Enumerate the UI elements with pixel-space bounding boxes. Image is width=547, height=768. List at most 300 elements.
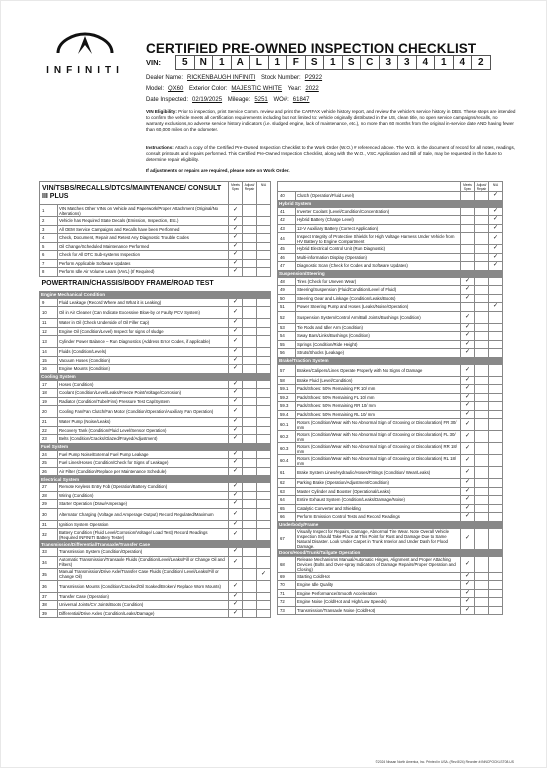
na-check[interactable] — [257, 508, 271, 520]
meets-spec-check[interactable]: ✓ — [229, 242, 243, 251]
adjust-repair-check[interactable] — [243, 298, 257, 307]
section-row — [278, 549, 503, 556]
item-description: Parking Brake (Operation/Adjustment/Condition) — [296, 479, 461, 488]
adjust-repair-check[interactable] — [475, 323, 489, 332]
meets-spec-check[interactable]: ✓ — [461, 402, 475, 411]
meets-spec-check[interactable]: ✓ — [461, 419, 475, 431]
repairs-note: If adjustments or repairs are required, please note on Work Order. — [146, 168, 290, 173]
meets-spec-check[interactable]: ✓ — [229, 234, 243, 243]
na-check[interactable] — [257, 397, 271, 406]
inspection-line — [146, 97, 313, 103]
meets-spec-check[interactable]: ✓ — [461, 479, 475, 488]
meets-spec-check[interactable]: ✓ — [229, 491, 243, 500]
na-check[interactable] — [257, 406, 271, 418]
na-check[interactable] — [257, 348, 271, 357]
na-check[interactable] — [489, 556, 503, 572]
na-check[interactable] — [257, 609, 271, 618]
na-check[interactable] — [489, 286, 503, 295]
adjust-repair-check[interactable] — [243, 426, 257, 435]
na-check[interactable]: ✓ — [257, 568, 271, 580]
na-check[interactable] — [257, 556, 271, 568]
meets-spec-check[interactable]: ✓ — [229, 365, 243, 374]
adjust-repair-check[interactable] — [475, 233, 489, 245]
adjust-repair-check[interactable] — [475, 286, 489, 295]
adjust-repair-check[interactable] — [475, 487, 489, 496]
vin-char-box: N — [194, 55, 214, 70]
na-check[interactable] — [257, 592, 271, 601]
meets-spec-check[interactable]: ✓ — [461, 376, 475, 385]
adjust-repair-check[interactable] — [475, 262, 489, 271]
item-description: Brake System Lines/Hydraulic/Hoses/Fittings (Condition/ Wear/Leaks) — [296, 467, 461, 479]
checklist-row — [278, 277, 503, 286]
na-check[interactable] — [257, 225, 271, 234]
na-check[interactable]: ✓ — [489, 262, 503, 271]
meets-spec-check[interactable]: ✓ — [229, 327, 243, 336]
na-check[interactable] — [489, 606, 503, 615]
checklist-row — [278, 598, 503, 607]
item-number: 20 — [40, 406, 58, 418]
adjust-repair-check[interactable] — [475, 216, 489, 225]
adjust-repair-check[interactable] — [475, 504, 489, 513]
meets-spec-check[interactable]: ✓ — [229, 298, 243, 307]
checklist-row — [278, 393, 503, 402]
meets-spec-check[interactable]: ✓ — [461, 556, 475, 572]
adjust-repair-check[interactable] — [475, 443, 489, 455]
na-check[interactable] — [257, 483, 271, 492]
adjust-repair-check[interactable] — [475, 513, 489, 522]
item-number: 18 — [40, 389, 58, 398]
na-check[interactable] — [489, 323, 503, 332]
meets-spec-check[interactable]: ✓ — [461, 513, 475, 522]
meets-spec-check[interactable]: ✓ — [229, 217, 243, 226]
adjust-repair-check[interactable] — [243, 348, 257, 357]
adjust-repair-check[interactable] — [475, 455, 489, 467]
meets-spec-check[interactable]: ✓ — [461, 294, 475, 303]
adjust-repair-check[interactable] — [243, 548, 257, 557]
item-number: 62 — [278, 479, 296, 488]
na-check[interactable] — [257, 327, 271, 336]
item-description: Transmission/Transaxle Noise (Cold/Hot) — [296, 606, 461, 615]
na-check[interactable] — [257, 389, 271, 398]
adjust-repair-check[interactable] — [475, 364, 489, 376]
na-check[interactable] — [489, 294, 503, 303]
meets-spec-check[interactable]: ✓ — [229, 307, 243, 319]
meets-spec-check[interactable]: ✓ — [461, 467, 475, 479]
item-description: Hybrid Battery (Charge Level) — [296, 216, 461, 225]
meets-spec-check[interactable]: ✓ — [229, 380, 243, 389]
meets-spec-check[interactable]: ✓ — [229, 500, 243, 509]
meets-spec-check[interactable]: ✓ — [461, 455, 475, 467]
na-check[interactable] — [257, 520, 271, 529]
adjust-repair-check[interactable] — [475, 479, 489, 488]
meets-spec-check[interactable]: ✓ — [229, 251, 243, 260]
na-check[interactable] — [489, 479, 503, 488]
na-check[interactable] — [257, 217, 271, 226]
adjust-repair-check[interactable] — [243, 435, 257, 444]
na-check[interactable] — [257, 467, 271, 476]
adjust-repair-check[interactable] — [475, 431, 489, 443]
checklist-row — [278, 528, 503, 549]
na-check[interactable] — [489, 311, 503, 323]
meets-spec-check[interactable]: ✓ — [229, 508, 243, 520]
vin-char-box: 1 — [434, 55, 454, 70]
adjust-repair-check[interactable] — [243, 459, 257, 468]
meets-spec-check[interactable] — [461, 207, 475, 216]
checklist-row — [278, 487, 503, 496]
vin-boxes — [175, 55, 490, 70]
adjust-repair-check[interactable] — [243, 601, 257, 610]
na-check[interactable] — [257, 435, 271, 444]
item-number: 27 — [40, 483, 58, 492]
vin-char-box: 3 — [397, 55, 417, 70]
na-check[interactable] — [489, 581, 503, 590]
meets-spec-check[interactable]: ✓ — [229, 268, 243, 277]
meets-spec-check[interactable]: ✓ — [461, 581, 475, 590]
adjust-repair-check[interactable] — [243, 406, 257, 418]
adjust-repair-check[interactable] — [475, 311, 489, 323]
na-check[interactable] — [489, 589, 503, 598]
item-description: Suspension System/Control Arm/Ball Joints/Bushings (Condition) — [296, 311, 461, 323]
meets-spec-check[interactable] — [461, 233, 475, 245]
na-check[interactable] — [489, 410, 503, 419]
item-number: 33 — [40, 548, 58, 557]
item-number: 71 — [278, 589, 296, 598]
meets-spec-check[interactable]: ✓ — [461, 286, 475, 295]
adjust-repair-check[interactable] — [475, 207, 489, 216]
left-checklist-table — [39, 181, 271, 618]
meets-spec-check[interactable]: ✓ — [229, 356, 243, 365]
meets-spec-check[interactable]: ✓ — [229, 418, 243, 427]
adjust-repair-check[interactable] — [243, 356, 257, 365]
adjust-repair-check[interactable] — [243, 336, 257, 348]
na-check[interactable] — [257, 298, 271, 307]
na-check[interactable] — [489, 431, 503, 443]
adjust-repair-check[interactable] — [243, 467, 257, 476]
na-check[interactable] — [489, 513, 503, 522]
na-check[interactable] — [257, 259, 271, 268]
meets-spec-check[interactable] — [461, 253, 475, 262]
meets-spec-check[interactable]: ✓ — [229, 548, 243, 557]
page-title: CERTIFIED PRE-OWNED INSPECTION CHECKLIST — [146, 41, 477, 56]
vin-char-box: 1 — [268, 55, 288, 70]
na-check[interactable] — [257, 365, 271, 374]
checklist-row — [278, 496, 503, 505]
item-number: 22 — [40, 426, 58, 435]
right-checklist-column — [277, 181, 503, 615]
right-checklist-table — [277, 181, 503, 615]
adjust-repair-check[interactable] — [243, 580, 257, 592]
meets-spec-check[interactable]: ✓ — [461, 349, 475, 358]
na-check[interactable] — [489, 467, 503, 479]
na-check[interactable] — [257, 580, 271, 592]
meets-spec-check[interactable]: ✓ — [229, 580, 243, 592]
na-check[interactable]: ✓ — [489, 253, 503, 262]
meets-spec-check[interactable]: ✓ — [229, 205, 243, 217]
na-check[interactable] — [489, 340, 503, 349]
meets-spec-check[interactable]: ✓ — [461, 277, 475, 286]
meets-spec-check[interactable]: ✓ — [229, 450, 243, 459]
adjust-repair-check[interactable] — [243, 397, 257, 406]
adjust-repair-check[interactable] — [475, 332, 489, 341]
meets-spec-check[interactable]: ✓ — [461, 606, 475, 615]
adjust-repair-check[interactable] — [475, 589, 489, 598]
section-row — [40, 373, 271, 380]
na-check[interactable]: ✓ — [489, 216, 503, 225]
na-check[interactable] — [257, 529, 271, 541]
na-check[interactable] — [257, 234, 271, 243]
item-number: 17 — [40, 380, 58, 389]
item-number: 56 — [278, 349, 296, 358]
na-check[interactable]: ✓ — [489, 245, 503, 254]
checklist-row — [40, 406, 271, 418]
meets-spec-check[interactable]: ✓ — [229, 336, 243, 348]
meets-spec-check[interactable]: ✓ — [461, 323, 475, 332]
na-check[interactable]: ✓ — [489, 192, 503, 201]
meets-spec-check[interactable]: ✓ — [461, 393, 475, 402]
adjust-repair-header: Adjust/ Repair — [475, 182, 489, 192]
na-check[interactable] — [489, 402, 503, 411]
meets-spec-check[interactable]: ✓ — [461, 340, 475, 349]
adjust-repair-check[interactable] — [475, 277, 489, 286]
na-check[interactable] — [489, 332, 503, 341]
meets-spec-check[interactable]: ✓ — [229, 467, 243, 476]
adjust-repair-check[interactable] — [243, 508, 257, 520]
checklist-row — [40, 397, 271, 406]
vin-label: VIN: — [146, 58, 161, 67]
na-check[interactable] — [257, 205, 271, 217]
adjust-repair-check[interactable] — [475, 556, 489, 572]
na-check[interactable] — [257, 491, 271, 500]
meets-spec-check[interactable]: ✓ — [229, 601, 243, 610]
na-check[interactable] — [489, 277, 503, 286]
item-number: 69 — [278, 572, 296, 581]
meets-spec-check[interactable]: ✓ — [461, 487, 475, 496]
adjust-repair-check[interactable] — [475, 385, 489, 394]
checklist-row — [278, 207, 503, 216]
na-check[interactable] — [489, 572, 503, 581]
na-check[interactable] — [489, 364, 503, 376]
meets-spec-check[interactable]: ✓ — [461, 410, 475, 419]
checklist-row — [278, 443, 503, 455]
na-check[interactable] — [257, 500, 271, 509]
item-description: Visually Inspect for Repairs, Damage, Abnormal Tire Wear. Note Overall Vehicle Inspection Should Take Place at This Point for Rust and Damage Due to Same Natural Disaster. Look Under Carpet in Trunk Interior and Under Dash for Flood Damage. — [296, 528, 461, 549]
meets-spec-check[interactable]: ✓ — [229, 426, 243, 435]
meets-spec-check[interactable]: ✓ — [461, 528, 475, 549]
item-description: Air Filter (Condition/Replace per Maintenance Schedule) — [58, 467, 229, 476]
adjust-repair-check[interactable] — [475, 581, 489, 590]
na-check[interactable]: ✓ — [489, 303, 503, 312]
item-number: 34 — [40, 556, 58, 568]
meets-spec-check[interactable]: ✓ — [461, 311, 475, 323]
item-number: 60.3 — [278, 443, 296, 455]
meets-spec-check[interactable]: ✓ — [461, 504, 475, 513]
na-check[interactable] — [489, 385, 503, 394]
adjust-repair-check[interactable] — [243, 380, 257, 389]
dealer-label: Dealer Name: — [146, 75, 184, 81]
item-description: Perform Applicable Software Updates — [58, 259, 229, 268]
adjust-repair-check[interactable] — [243, 234, 257, 243]
meets-spec-check[interactable]: ✓ — [229, 556, 243, 568]
na-check[interactable] — [489, 455, 503, 467]
adjust-repair-check[interactable] — [475, 294, 489, 303]
item-number: 66 — [278, 513, 296, 522]
meets-spec-check[interactable]: ✓ — [461, 364, 475, 376]
meets-spec-check[interactable]: ✓ — [461, 496, 475, 505]
adjust-repair-check[interactable] — [243, 491, 257, 500]
adjust-repair-check[interactable] — [475, 376, 489, 385]
checklist-row — [278, 589, 503, 598]
adjust-repair-check[interactable] — [243, 450, 257, 459]
na-check[interactable] — [257, 380, 271, 389]
section-row — [40, 291, 271, 298]
na-check[interactable]: ✓ — [489, 233, 503, 245]
meets-spec-check[interactable] — [461, 245, 475, 254]
na-check[interactable] — [489, 349, 503, 358]
item-description: Vacuum Hoses (Condition) — [58, 356, 229, 365]
meets-spec-check[interactable]: ✓ — [461, 589, 475, 598]
item-description: Catalytic Converter and Shielding — [296, 504, 461, 513]
adjust-repair-check[interactable] — [243, 205, 257, 217]
adjust-repair-check[interactable] — [243, 268, 257, 277]
meets-spec-check[interactable]: ✓ — [229, 259, 243, 268]
adjust-repair-check[interactable] — [475, 410, 489, 419]
instructions-text: Attach a copy of the Certified Pre-Owned Inspection Checklist to the Work Order (W.O.) # referenced above. The W.O. is the document of record for all notes, readings, consult printouts and repairs performed. This Certified Pre-Owned Inspection Checklist, along with the W.O., VSC Application and Bill of Sale, may be requested in the future to determine repair eligibility. — [146, 145, 516, 162]
item-number: 1 — [40, 205, 58, 217]
adjust-repair-check[interactable] — [243, 418, 257, 427]
meets-spec-check[interactable]: ✓ — [229, 609, 243, 618]
meets-spec-check[interactable]: ✓ — [229, 459, 243, 468]
checklist-row — [40, 450, 271, 459]
adjust-repair-check[interactable] — [243, 327, 257, 336]
na-check[interactable] — [257, 307, 271, 319]
na-check[interactable] — [489, 443, 503, 455]
item-number: 55 — [278, 340, 296, 349]
adjust-repair-check[interactable] — [243, 568, 257, 580]
item-description: Vehicle has Required State Decals (Emission, Inspection, Etc.) — [58, 217, 229, 226]
adjust-repair-check[interactable] — [243, 307, 257, 319]
na-check[interactable] — [489, 496, 503, 505]
meets-spec-check[interactable]: ✓ — [461, 598, 475, 607]
adjust-repair-check[interactable] — [243, 520, 257, 529]
adjust-repair-check[interactable] — [243, 259, 257, 268]
na-check[interactable] — [257, 459, 271, 468]
meets-spec-check[interactable] — [461, 262, 475, 271]
meets-spec-check[interactable] — [229, 568, 243, 580]
meets-spec-check[interactable]: ✓ — [229, 592, 243, 601]
na-check[interactable] — [257, 319, 271, 328]
meets-spec-check[interactable]: ✓ — [461, 385, 475, 394]
adjust-repair-check[interactable] — [475, 528, 489, 549]
meets-spec-check[interactable]: ✓ — [229, 435, 243, 444]
na-check[interactable] — [257, 251, 271, 260]
checklist-row — [40, 298, 271, 307]
adjust-repair-check[interactable] — [475, 598, 489, 607]
adjust-repair-check[interactable] — [243, 319, 257, 328]
na-check[interactable] — [257, 242, 271, 251]
na-check[interactable] — [489, 419, 503, 431]
adjust-repair-check[interactable] — [243, 500, 257, 509]
adjust-repair-check[interactable] — [243, 251, 257, 260]
adjust-repair-check[interactable] — [475, 224, 489, 233]
na-check[interactable] — [257, 336, 271, 348]
na-check[interactable] — [257, 426, 271, 435]
adjust-repair-check[interactable] — [243, 609, 257, 618]
meets-spec-check[interactable]: ✓ — [461, 431, 475, 443]
meets-spec-check[interactable]: ✓ — [229, 389, 243, 398]
item-number: 67 — [278, 528, 296, 549]
na-check[interactable] — [257, 418, 271, 427]
adjust-repair-check[interactable] — [475, 572, 489, 581]
adjust-repair-check[interactable] — [475, 245, 489, 254]
meets-spec-check[interactable]: ✓ — [461, 572, 475, 581]
item-number: 21 — [40, 418, 58, 427]
item-description: Transmission System (Condition/Operation) — [58, 548, 229, 557]
meets-spec-check[interactable]: ✓ — [229, 225, 243, 234]
meets-spec-check[interactable]: ✓ — [229, 348, 243, 357]
meets-spec-check[interactable]: ✓ — [229, 520, 243, 529]
meets-spec-check[interactable] — [461, 303, 475, 312]
adjust-repair-check[interactable] — [243, 242, 257, 251]
section-row — [40, 541, 271, 548]
adjust-repair-check[interactable] — [243, 389, 257, 398]
na-check[interactable] — [257, 450, 271, 459]
item-description: Universal Joints/CV Joints/Boots (Condition) — [58, 601, 229, 610]
adjust-repair-check[interactable] — [475, 253, 489, 262]
adjust-repair-check[interactable] — [243, 592, 257, 601]
adjust-repair-check[interactable] — [475, 606, 489, 615]
na-check[interactable]: ✓ — [489, 224, 503, 233]
meets-spec-check[interactable]: ✓ — [229, 319, 243, 328]
adjust-repair-check[interactable] — [243, 225, 257, 234]
adjust-repair-check[interactable] — [475, 467, 489, 479]
na-check[interactable] — [257, 601, 271, 610]
meets-spec-check[interactable]: ✓ — [461, 443, 475, 455]
meets-spec-check[interactable]: ✓ — [229, 529, 243, 541]
meets-spec-check[interactable] — [461, 216, 475, 225]
na-check[interactable] — [489, 487, 503, 496]
na-check[interactable] — [489, 598, 503, 607]
adjust-repair-check[interactable] — [243, 556, 257, 568]
adjust-repair-check[interactable] — [475, 419, 489, 431]
adjust-repair-check[interactable] — [243, 217, 257, 226]
adjust-repair-check[interactable] — [475, 402, 489, 411]
adjust-repair-check[interactable] — [243, 365, 257, 374]
meets-spec-check[interactable] — [461, 192, 475, 201]
meets-spec-check[interactable] — [461, 224, 475, 233]
na-check[interactable]: ✓ — [489, 207, 503, 216]
adjust-repair-check[interactable] — [243, 529, 257, 541]
adjust-repair-check[interactable] — [475, 349, 489, 358]
adjust-repair-check[interactable] — [475, 496, 489, 505]
meets-spec-check[interactable]: ✓ — [461, 332, 475, 341]
stock-number: P2922 — [304, 75, 323, 81]
meets-spec-check[interactable]: ✓ — [229, 406, 243, 418]
adjust-repair-check[interactable] — [475, 393, 489, 402]
adjust-repair-check[interactable] — [475, 303, 489, 312]
na-check[interactable] — [489, 504, 503, 513]
meets-spec-check[interactable]: ✓ — [229, 483, 243, 492]
na-check[interactable] — [489, 528, 503, 549]
na-check[interactable] — [489, 393, 503, 402]
adjust-repair-check[interactable] — [475, 192, 489, 201]
na-check[interactable] — [257, 268, 271, 277]
na-check[interactable] — [257, 548, 271, 557]
adjust-repair-check[interactable] — [475, 340, 489, 349]
adjust-repair-check[interactable] — [243, 483, 257, 492]
na-check[interactable] — [489, 376, 503, 385]
meets-spec-check[interactable]: ✓ — [229, 397, 243, 406]
na-check[interactable] — [257, 356, 271, 365]
